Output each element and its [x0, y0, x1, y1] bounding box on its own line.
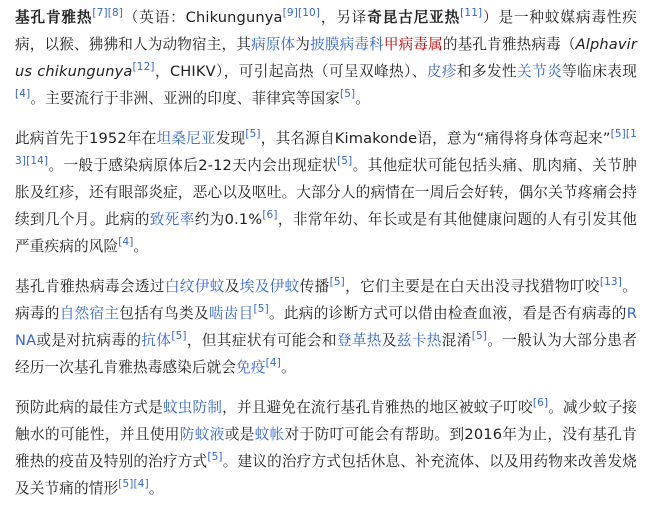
text-run: ，其名源自Kimakonde语，意为“痛得将身体弯起来” — [260, 130, 611, 147]
text-run: 。 — [281, 359, 296, 376]
citation-ref[interactable]: [10] — [297, 7, 321, 20]
citation-ref[interactable]: [13] — [599, 276, 622, 289]
paragraph-transmission-diagnosis — [15, 273, 637, 381]
citation-ref[interactable]: [5] — [171, 330, 187, 343]
article-link[interactable]: 蚊帐 — [254, 426, 285, 443]
text-run: 。病毒的 — [15, 278, 637, 322]
text-run: 对于防叮可能会有帮助。到2016年为止，没有基孔肯雅热的疫苗及特别的治疗方式 — [15, 426, 637, 470]
citation-ref[interactable]: [4] — [118, 236, 134, 249]
text-run: ，CHIKV），可引起高热（可呈双峰热）、 — [154, 63, 427, 80]
text-run: 等临床表现 — [562, 63, 637, 80]
bold-term: 基孔肯雅热 — [15, 9, 93, 26]
italic-term: Alphavirus chikungunya — [15, 36, 637, 80]
citation-ref[interactable]: [11] — [460, 7, 483, 20]
citation-ref[interactable]: [13] — [15, 128, 637, 168]
citation-ref[interactable]: [5] — [337, 155, 353, 168]
text-run: ，并且避免在流行基孔肯雅热的地区被蚊子叮咬 — [222, 399, 533, 416]
red-link[interactable]: 甲病毒属 — [383, 36, 443, 53]
citation-ref[interactable]: [9] — [282, 7, 298, 20]
text-run: 或是 — [224, 426, 255, 443]
article-link[interactable]: 抗体 — [141, 332, 172, 349]
article-link[interactable]: 兹卡热 — [396, 332, 442, 349]
citation-ref[interactable]: [6] — [262, 209, 278, 222]
article-link[interactable]: 皮疹 — [426, 63, 457, 80]
citation-ref[interactable]: [6] — [532, 397, 549, 410]
text-run: 和多发性 — [456, 63, 518, 80]
text-run: 及 — [224, 278, 240, 295]
text-run: 。建议的治疗方式包括休息、补充流体、以及用药物来改善发烧及关节痛的情形 — [15, 453, 637, 497]
text-run: （英语：Chikungunya — [123, 9, 283, 26]
paragraph-intro — [15, 4, 637, 112]
citation-ref[interactable]: [4] — [15, 88, 31, 101]
text-run: 或是对抗病毒的 — [36, 332, 142, 349]
text-run: 。 — [148, 480, 164, 497]
article-link[interactable]: 防蚊液 — [179, 426, 225, 443]
citation-ref[interactable]: [5] — [207, 451, 223, 464]
text-run: 发现 — [215, 130, 246, 147]
citation-ref[interactable]: [5] — [253, 303, 269, 316]
text-run: 为 — [295, 36, 311, 53]
text-run: ，另译 — [320, 9, 368, 26]
citation-ref[interactable]: [8] — [107, 7, 124, 20]
text-run: 约为0.1% — [194, 211, 263, 228]
text-run: 。 — [133, 238, 149, 255]
text-run: 。一般于感染病原体后2-12天内会出现症状 — [48, 157, 338, 174]
citation-ref[interactable]: [4] — [265, 357, 281, 370]
text-run: 。 — [355, 90, 371, 107]
article-link[interactable]: 免疫 — [236, 359, 266, 376]
citation-ref[interactable]: [5] — [610, 128, 626, 141]
article-link[interactable]: RNA — [15, 305, 637, 349]
text-run: 基孔肯雅热病毒会透过 — [15, 278, 165, 295]
text-run: ，它们主要是在白天出没寻找猎物叮咬 — [344, 278, 600, 295]
paragraph-prevention-treatment — [15, 394, 637, 502]
citation-ref[interactable]: [5] — [329, 276, 345, 289]
text-run: 。此病的诊断方式可以借由检查血液，看是否有病毒的 — [268, 305, 627, 322]
text-run: 此病首先于1952年在 — [15, 130, 157, 147]
article-link[interactable]: 自然宿主 — [59, 305, 120, 322]
text-run: ）是一种蚊媒病毒性疾病，以猴、狒狒和人为动物宿主，其 — [15, 9, 638, 53]
text-run: 预防此病的最佳方式是 — [15, 399, 163, 416]
citation-ref[interactable]: [7] — [92, 7, 108, 20]
citation-ref[interactable]: [4] — [133, 478, 149, 491]
article-link[interactable]: 白纹伊蚊 — [164, 278, 225, 295]
text-run: 包括有鸟类及 — [119, 305, 209, 322]
citation-ref[interactable]: [5] — [245, 128, 261, 141]
bold-term: 奇昆古尼亚热 — [367, 9, 461, 26]
text-run: 。其他症状可能包括头痛、肌肉痛、关节肿胀及红疹，还有眼部炎症，恶心以及呕吐。大部分人的病情在一周后会好转，偶尔关节疼痛会持续到几个月。此病的 — [15, 157, 637, 228]
text-run: ，非常年幼、年长或是有其他健康问题的人有引发其他严重疾病的风险 — [15, 211, 637, 255]
citation-ref[interactable]: [14] — [26, 155, 49, 168]
article-link[interactable]: 啮齿目 — [208, 305, 254, 322]
text-run: 。减少蚊子接触水的可能性，并且使用 — [15, 399, 637, 443]
article-link[interactable]: 披膜病毒科 — [310, 36, 384, 53]
citation-ref[interactable]: [5] — [118, 478, 134, 491]
article-link[interactable]: 关节炎 — [517, 63, 563, 80]
article-link[interactable]: 蚊虫防制 — [162, 399, 223, 416]
text-run: ，但其症状有可能会和 — [186, 332, 337, 349]
text-run: 混淆 — [441, 332, 472, 349]
article-link[interactable]: 致死率 — [149, 211, 195, 228]
article-link[interactable]: 埃及伊蚊 — [239, 278, 300, 295]
citation-ref[interactable]: [12] — [132, 61, 155, 74]
text-run: 。主要流行于非洲、亚洲的印度、菲律宾等国家 — [30, 90, 340, 107]
article-link[interactable]: 登革热 — [336, 332, 382, 349]
text-run: 的基孔肯雅热病毒（ — [442, 36, 576, 53]
text-run: 。一般认为大部分患者经历一次基孔肯雅热毒感染后就会 — [15, 332, 637, 376]
paragraph-history-symptoms — [15, 125, 637, 260]
article-link[interactable]: 病原体 — [251, 36, 296, 53]
citation-ref[interactable]: [5] — [471, 330, 488, 343]
text-run: 及 — [381, 332, 397, 349]
article-link[interactable]: 坦桑尼亚 — [156, 130, 216, 147]
citation-ref[interactable]: [5] — [339, 88, 356, 101]
text-run: 传播 — [299, 278, 330, 295]
